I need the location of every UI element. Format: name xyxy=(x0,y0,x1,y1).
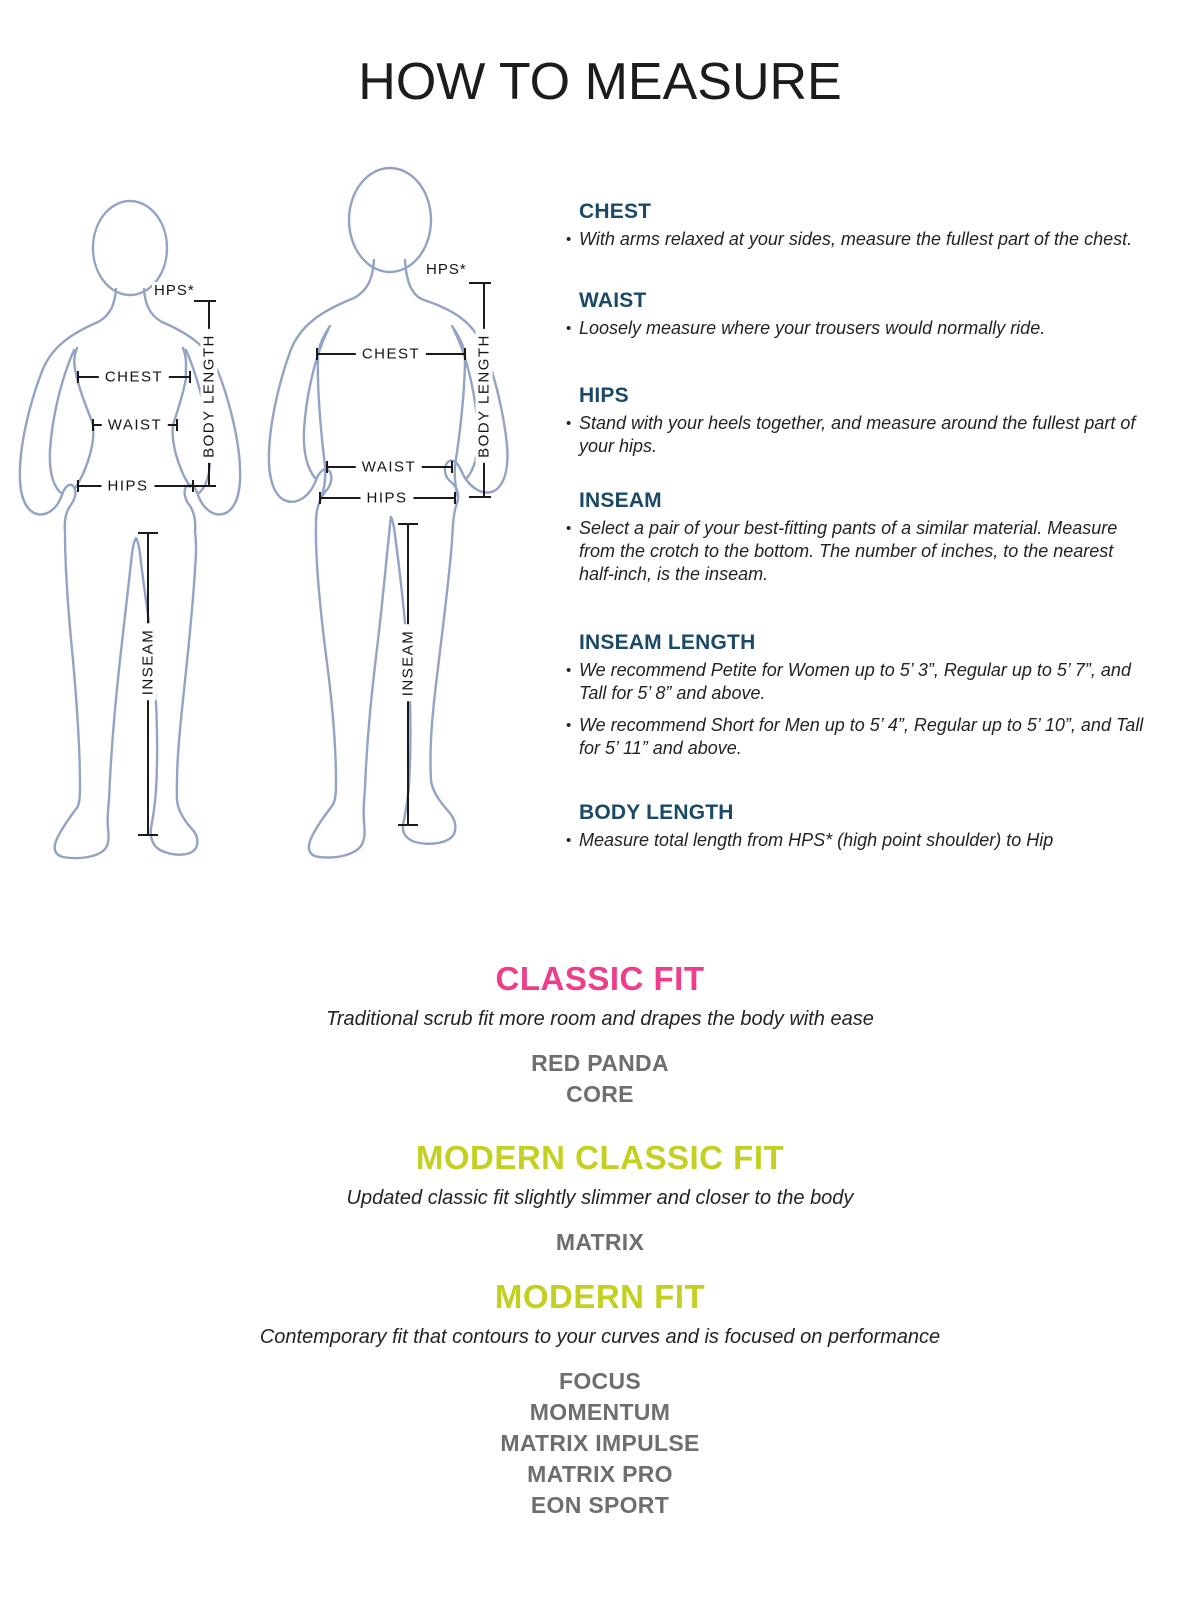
brand-item: MATRIX PRO xyxy=(527,1461,673,1487)
bullet-text: Measure total length from HPS* (high point shoulder) to Hip xyxy=(579,830,1054,850)
bullet-dot: • xyxy=(566,415,572,432)
female-body-length-bottom-tick xyxy=(194,485,216,487)
bullet-item xyxy=(566,412,1151,458)
male-waist-tick-right xyxy=(451,461,453,473)
brand-item: RED PANDA xyxy=(531,1050,669,1076)
bullet-dot: • xyxy=(566,662,572,679)
female-body-length-label: BODY LENGTH xyxy=(201,329,218,463)
male-inseam-tick-bottom xyxy=(398,824,418,826)
section-chest xyxy=(566,200,1151,251)
female-waist-label: WAIST xyxy=(102,417,168,434)
fit-modern-brands xyxy=(0,1366,1200,1521)
fit-modern-classic-brands xyxy=(0,1227,1200,1258)
female-hps-label: HPS* xyxy=(154,282,195,299)
male-head xyxy=(349,168,431,272)
female-hps-tick xyxy=(194,300,216,302)
section-hips-heading: HIPS xyxy=(579,384,629,407)
fit-classic-description: Traditional scrub fit more room and drapes the body with ease xyxy=(326,1008,874,1030)
bullet-dot: • xyxy=(566,320,572,337)
male-waist-label: WAIST xyxy=(356,459,422,476)
bullet-item xyxy=(566,517,1151,586)
male-body-length-bottom-tick xyxy=(469,496,491,498)
bullet-dot: • xyxy=(566,231,572,248)
fit-classic xyxy=(0,962,1200,1110)
bullet-text: Stand with your heels together, and measure around the fullest part of your hips. xyxy=(579,413,1136,456)
female-hips-tick-left xyxy=(77,480,79,492)
brand-item: MATRIX xyxy=(555,1229,645,1255)
brand-item: MATRIX IMPULSE xyxy=(500,1430,700,1456)
female-waist-tick-left xyxy=(92,419,94,431)
section-waist-heading: WAIST xyxy=(579,289,647,312)
section-hips xyxy=(566,384,1151,458)
section-inseam-length-heading: INSEAM LENGTH xyxy=(579,631,756,654)
brand-item: MOMENTUM xyxy=(529,1399,671,1425)
section-inseam xyxy=(566,489,1151,586)
fit-classic-heading: CLASSIC FIT xyxy=(495,960,705,997)
fit-modern-classic-heading: MODERN CLASSIC FIT xyxy=(415,1139,785,1176)
male-hps-tick xyxy=(469,282,491,284)
bullet-dot: • xyxy=(566,717,572,734)
section-inseam-heading: INSEAM xyxy=(579,489,662,512)
brand-item: CORE xyxy=(566,1081,634,1107)
female-head xyxy=(93,201,167,295)
section-body-length-heading: BODY LENGTH xyxy=(579,801,734,824)
male-hps-label: HPS* xyxy=(426,261,467,278)
female-waist-tick-right xyxy=(176,419,178,431)
male-inseam-tick-top xyxy=(398,523,418,525)
bullet-item xyxy=(566,714,1151,760)
male-inseam-label: INSEAM xyxy=(400,625,417,702)
male-body-length-label: BODY LENGTH xyxy=(476,329,493,463)
female-chest-tick-right xyxy=(189,371,191,383)
female-inseam-tick-bottom xyxy=(138,834,158,836)
male-body-outline xyxy=(262,158,522,888)
female-inseam-tick-top xyxy=(138,532,158,534)
bullet-item xyxy=(566,228,1151,251)
male-waist-tick-left xyxy=(326,461,328,473)
bullet-text: We recommend Short for Men up to 5’ 4”, Regular up to 5’ 10”, and Tall for 5’ 11” and above. xyxy=(579,715,1144,758)
female-chest-label: CHEST xyxy=(99,369,169,386)
fit-modern xyxy=(0,1280,1200,1521)
bullet-text: We recommend Petite for Women up to 5’ 3”, Regular up to 5’ 7”, and Tall for 5’ 8” and above. xyxy=(579,660,1131,703)
bullet-text: With arms relaxed at your sides, measure the fullest part of the chest. xyxy=(579,229,1133,249)
fit-classic-brands xyxy=(0,1048,1200,1110)
fit-modern-description: Contemporary fit that contours to your curves and is focused on performance xyxy=(259,1326,941,1348)
female-hips-label: HIPS xyxy=(101,478,154,495)
bullet-item xyxy=(566,829,1151,852)
brand-item: EON SPORT xyxy=(530,1492,670,1518)
fit-modern-classic-description: Updated classic fit slightly slimmer and closer to the body xyxy=(346,1187,854,1209)
bullet-item xyxy=(566,317,1151,340)
section-inseam-length xyxy=(566,631,1151,760)
male-hips-tick-right xyxy=(454,492,456,504)
bullet-item xyxy=(566,659,1151,705)
female-hips-tick-right xyxy=(192,480,194,492)
bullet-text: Select a pair of your best-fitting pants of a similar material. Measure from the crotch to the bottom. The number of inches, to the nearest half-inch, is the inseam. xyxy=(579,518,1118,584)
page-title: HOW TO MEASURE xyxy=(358,53,842,111)
section-chest-heading: CHEST xyxy=(579,200,652,223)
male-hips-label: HIPS xyxy=(360,490,413,507)
male-hips-tick-left xyxy=(319,492,321,504)
male-chest-tick-left xyxy=(316,348,318,360)
bullet-dot: • xyxy=(566,832,572,849)
section-waist xyxy=(566,289,1151,340)
male-chest-tick-right xyxy=(464,348,466,360)
female-inseam-label: INSEAM xyxy=(140,624,157,701)
fit-modern-heading: MODERN FIT xyxy=(494,1278,706,1315)
female-body-outline xyxy=(10,190,250,880)
brand-item: FOCUS xyxy=(559,1368,641,1394)
section-body-length xyxy=(566,801,1151,852)
bullet-dot: • xyxy=(566,520,572,537)
male-chest-label: CHEST xyxy=(356,346,426,363)
bullet-text: Loosely measure where your trousers would normally ride. xyxy=(579,318,1046,338)
female-chest-tick-left xyxy=(77,371,79,383)
fit-modern-classic xyxy=(0,1141,1200,1258)
